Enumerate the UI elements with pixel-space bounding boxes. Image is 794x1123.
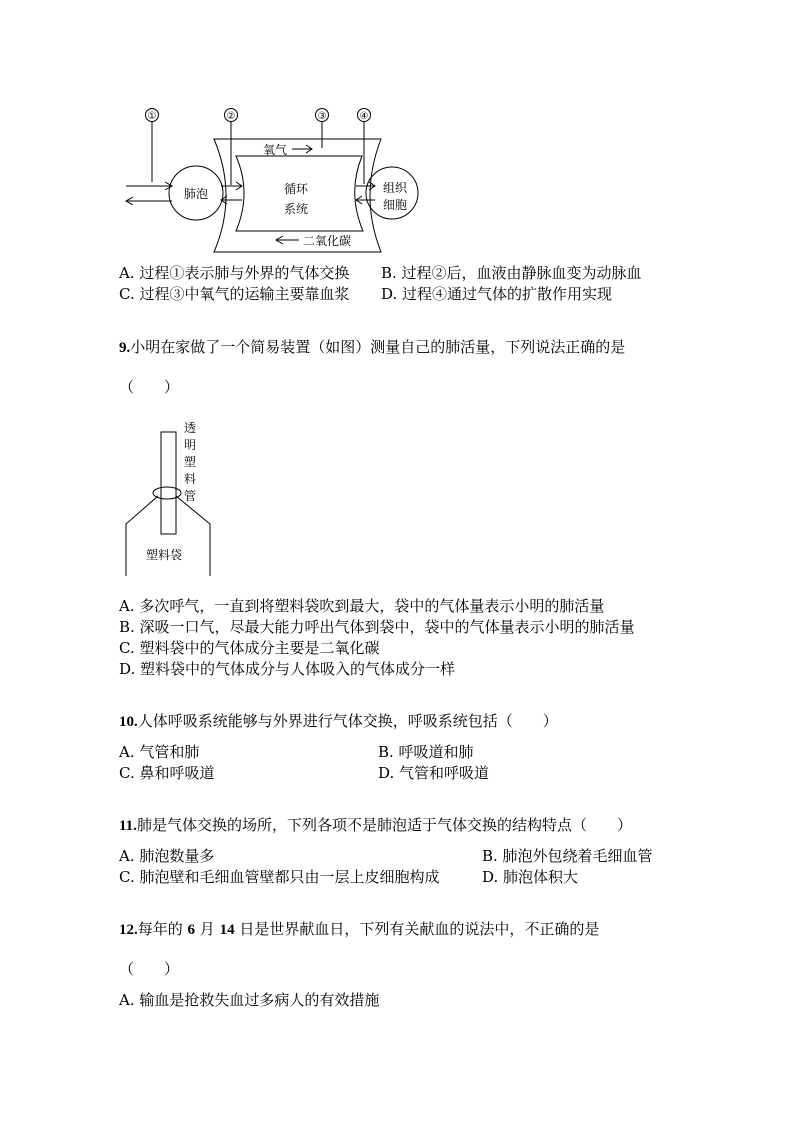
- oxygen-label: 氧气: [263, 143, 288, 157]
- q9-stem: [119, 337, 625, 358]
- q10-option-d: D. 气管和呼吸道: [378, 764, 490, 782]
- q9-bracket: （ ）: [119, 378, 180, 396]
- q11-option-d: D. 肺泡体积大: [482, 868, 579, 886]
- q9-number: 9.: [119, 340, 131, 356]
- q10-stem-text: 人体呼吸系统能够与外界进行气体交换，呼吸系统包括（ ）: [137, 712, 558, 730]
- q10-option-b: B. 呼吸道和肺: [378, 743, 474, 761]
- lung-capacity-device-diagram: [110, 412, 350, 582]
- q12-stem: [119, 919, 599, 940]
- q11-stem-text: 肺是气体交换的场所，下列各项不是肺泡适于气体交换的结构特点（ ）: [136, 816, 632, 834]
- bag-label: 塑料袋: [146, 548, 183, 562]
- marker-4: ④: [359, 111, 369, 122]
- tissue-label-1: 组织: [383, 181, 408, 195]
- q10-option-c: C. 鼻和呼吸道: [119, 764, 215, 782]
- plastic-bag: [126, 496, 210, 576]
- respiration-circulation-diagram: [0, 0, 794, 260]
- tissue-label-2: 细胞: [383, 198, 408, 212]
- q12-month: 6: [187, 922, 196, 938]
- q11-option-b: B. 肺泡外包绕着毛细血管: [482, 847, 653, 865]
- q12-stem-before: 每年的: [137, 920, 188, 938]
- tube-label-1: 透: [184, 421, 197, 435]
- q8-option-a: A. 过程①表示肺与外界的气体交换: [119, 264, 350, 282]
- q8-option-d: D. 过程④通过气体的扩散作用实现: [381, 285, 613, 303]
- tube-label-3: 塑: [184, 455, 197, 469]
- q12-option-a: A. 输血是抢救失血过多病人的有效措施: [119, 991, 380, 1009]
- circulation-label-2: 系统: [284, 202, 309, 216]
- circulation-label-1: 循环: [284, 182, 309, 196]
- co2-label: 二氧化碳: [303, 234, 352, 248]
- q9-stem-text: 小明在家做了一个简易装置（如图）测量自己的肺活量，下列说法正确的是: [130, 338, 626, 356]
- q8-option-b: B. 过程②后，血液由静脉血变为动脉血: [381, 264, 642, 282]
- q12-day: 14: [219, 922, 235, 938]
- tube-label-2: 明: [184, 438, 197, 452]
- q9-option-b: B. 深吸一口气，尽最大能力呼出气体到袋中，袋中的气体量表示小明的肺活量: [119, 618, 635, 636]
- q12-number: 12.: [119, 922, 138, 938]
- q11-number: 11.: [119, 818, 137, 834]
- q12-bracket: （ ）: [119, 960, 180, 978]
- plastic-tube: [161, 432, 176, 534]
- q8-option-c: C. 过程③中氧气的运输主要靠血浆: [119, 285, 350, 303]
- q12-stem-mid: 月: [195, 920, 220, 938]
- marker-2: ②: [226, 111, 236, 122]
- q11-option-c: C. 肺泡壁和毛细血管壁都只由一层上皮细胞构成: [119, 868, 440, 886]
- tube-label-5: 管: [184, 489, 197, 503]
- q10-option-a: A. 气管和肺: [119, 743, 200, 761]
- q10-stem: [119, 711, 558, 732]
- q11-option-a: A. 肺泡数量多: [119, 847, 215, 865]
- q9-option-d: D. 塑料袋中的气体成分与人体吸入的气体成分一样: [119, 660, 456, 678]
- q9-option-a: A. 多次呼气，一直到将塑料袋吹到最大，袋中的气体量表示小明的肺活量: [119, 597, 605, 615]
- marker-1: ①: [147, 111, 157, 122]
- q12-stem-after: 日是世界献血日，下列有关献血的说法中，不正确的是: [234, 920, 600, 938]
- q10-number: 10.: [119, 714, 138, 730]
- tube-label-4: 料: [184, 472, 197, 486]
- q9-option-c: C. 塑料袋中的气体成分主要是二氧化碳: [119, 639, 380, 657]
- q11-stem: [119, 815, 632, 836]
- marker-3: ③: [317, 111, 327, 122]
- alveolus-label: 肺泡: [184, 187, 209, 201]
